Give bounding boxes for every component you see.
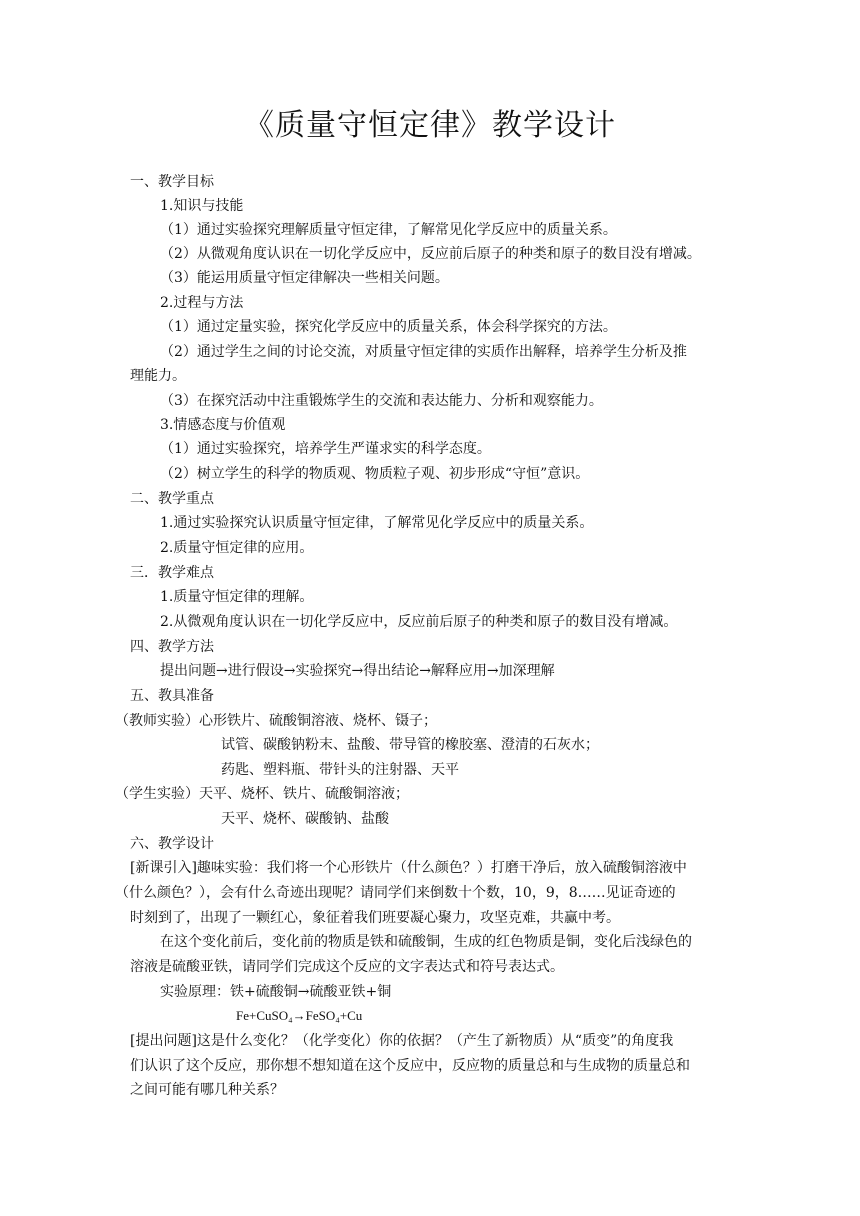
paragraph-line: （2）从微观角度认识在一切化学反应中，反应前后原子的种类和原子的数目没有增减。	[160, 246, 701, 262]
paragraph-line: 1.通过实验探究认识质量守恒定律，了解常见化学反应中的质量关系。	[160, 515, 594, 531]
paragraph-line: 2.质量守恒定律的应用。	[160, 540, 314, 556]
subheading-attitude-values: 3.情感态度与价值观	[160, 417, 286, 433]
paragraph-line: 2.从微观角度认识在一切化学反应中，反应前后原子的种类和原子的数目没有增减。	[160, 614, 678, 630]
chemical-equation: Fe+CuSO₄→FeSO₄+Cu	[236, 1008, 363, 1023]
subheading-process-method: 2.过程与方法	[160, 295, 244, 311]
paragraph-line: （教师实验）心形铁片、硫酸铜溶液、烧杯、镊子；	[115, 713, 437, 729]
paragraph-line: 们认识了这个反应，那你想不想知道在这个反应中，反应物的质量总和与生成物的质量总和	[130, 1058, 690, 1074]
subheading-knowledge-skills: 1.知识与技能	[160, 198, 244, 214]
paragraph-line: （2）树立学生的科学的物质观、物质粒子观、初步形成“守恒”意识。	[160, 466, 590, 482]
paragraph-line: （3）能运用质量守恒定律解决一些相关问题。	[160, 270, 449, 286]
paragraph-line: （1）通过实验探究理解质量守恒定律，了解常见化学反应中的质量关系。	[160, 222, 617, 238]
paragraph-line: 药匙、塑料瓶、带针头的注射器、天平	[221, 762, 459, 778]
paragraph-line: 实验原理：铁+硫酸铜→硫酸亚铁+铜	[160, 984, 392, 1000]
section-heading-materials: 五、教具准备	[130, 688, 214, 704]
paragraph-line: 天平、烧杯、碳酸钠、盐酸	[221, 811, 389, 827]
paragraph-line: （2）通过学生之间的讨论交流，对质量守恒定律的实质作出解释，培养学生分析及推	[160, 344, 687, 360]
paragraph-line: 在这个变化前后，变化前的物质是铁和硫酸铜，生成的红色物质是铜，变化后浅绿色的	[160, 934, 692, 950]
paragraph-line: [新课引入]趣味实验：我们将一个心形铁片（什么颜色？）打磨干净后，放入硫酸铜溶液中	[130, 860, 687, 876]
paragraph-line: 时刻到了，出现了一颗红心，象征着我们班要凝心聚力，攻坚克难，共赢中考。	[130, 910, 620, 926]
section-heading-key-points: 二、教学重点	[130, 491, 214, 507]
section-heading-objectives: 一、教学目标	[130, 174, 214, 190]
section-heading-design: 六、教学设计	[130, 836, 214, 852]
document-title: 《质量守恒定律》教学设计	[244, 108, 616, 143]
paragraph-line: （1）通过实验探究，培养学生严谨求实的科学态度。	[160, 441, 491, 457]
paragraph-line: 提出问题→进行假设→实验探究→得出结论→解释应用→加深理解	[160, 663, 555, 679]
paragraph-line: （3）在探究活动中注重锻炼学生的交流和表达能力、分析和观察能力。	[160, 393, 603, 409]
paragraph-line: 试管、碳酸钠粉末、盐酸、带导管的橡胶塞、澄清的石灰水；	[221, 737, 599, 753]
section-heading-methods: 四、教学方法	[130, 639, 214, 655]
paragraph-line: 1.质量守恒定律的理解。	[160, 589, 314, 605]
paragraph-line: （1）通过定量实验，探究化学反应中的质量关系，体会科学探究的方法。	[160, 319, 617, 335]
paragraph-line: （学生实验）天平、烧杯、铁片、硫酸铜溶液；	[115, 786, 409, 802]
paragraph-line: （什么颜色？），会有什么奇迹出现呢？请同学们来倒数十个数，10，9，8……见证奇迹的	[115, 885, 676, 901]
section-heading-difficulties: 三．教学难点	[130, 565, 214, 581]
paragraph-line: 理能力。	[130, 368, 186, 384]
paragraph-line: 溶液是硫酸亚铁，请同学们完成这个反应的文字表达式和符号表达式。	[130, 959, 564, 975]
paragraph-line: 之间可能有哪几种关系？	[130, 1082, 284, 1098]
paragraph-line: [提出问题]这是什么变化？（化学变化）你的依据？（产生了新物质）从“质变”的角度我	[130, 1033, 674, 1049]
